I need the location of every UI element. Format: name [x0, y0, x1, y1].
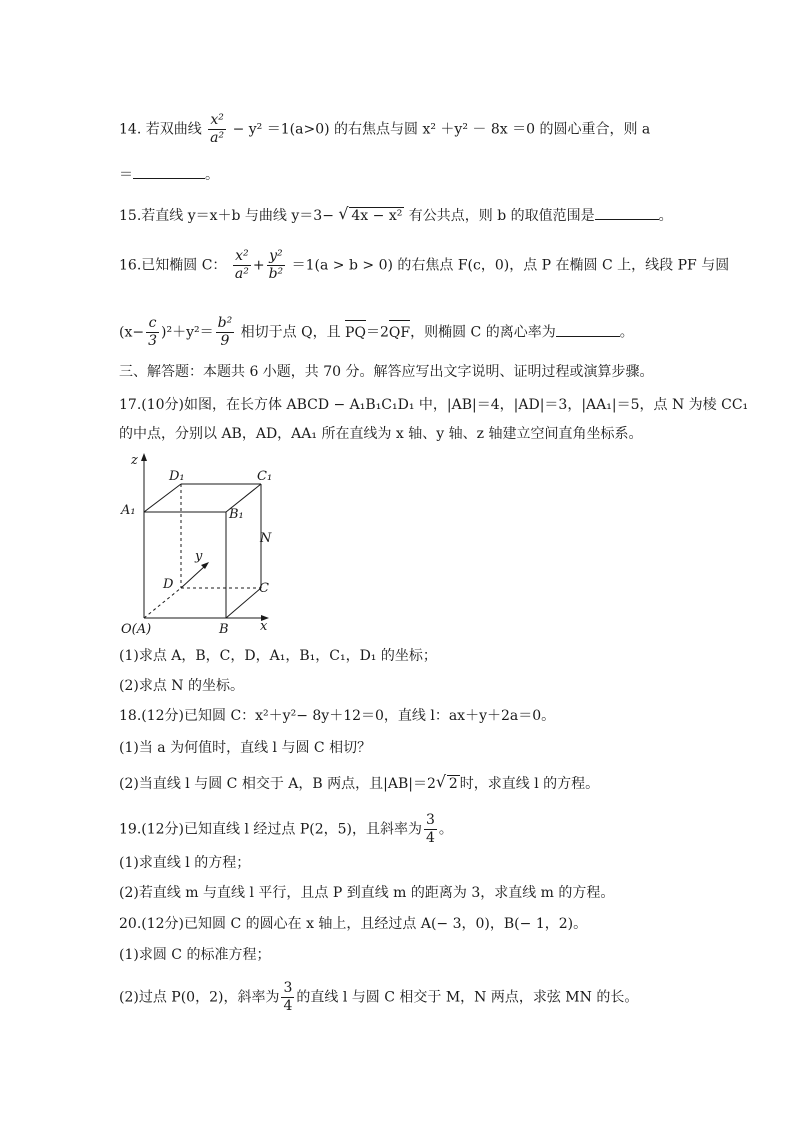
q14-prefix: 14. 若双曲线	[119, 121, 202, 138]
q16-plus: +	[252, 257, 265, 274]
label-x: x	[260, 619, 268, 634]
q16-frac1	[233, 248, 251, 283]
q14-frac-den: a²	[210, 130, 225, 146]
q16-eccentricity-text: ，则椭圆 C 的离心率为	[410, 324, 556, 341]
q16-c-num: c	[146, 315, 159, 333]
q19-part2: (2)若直线 m 与直线 l 平行，且点 P 到直线 m 的距离为 3，求直线 m 的方程。	[119, 885, 615, 901]
q14-answer-blank	[133, 164, 205, 179]
q20-slope-num: 3	[283, 980, 293, 996]
q20-part2-b: 的直线 l 与圆 C 相交于 M，N 两点，求弦 MN 的长。	[296, 989, 639, 1006]
q16-tangent-text: 相切于点 Q，且	[240, 324, 341, 341]
q19-end: 。	[438, 821, 453, 838]
q16-prefix: 16.已知椭圆 C：	[119, 257, 227, 274]
q14-line2-prefix: ＝	[119, 167, 133, 183]
q17-line1: 17.(10分)如图，在长方体 ABCD − A₁B₁C₁D₁ 中，|AB|＝4，|AD|＝3，|AA₁|＝5，点 N 为棱 CC₁	[119, 397, 749, 413]
q16-mid: 的右焦点 F(c，0)，点 P 在椭圆 C 上，线段 PF 与圆	[397, 257, 730, 274]
q15-answer-blank	[595, 205, 659, 220]
q20-part2-a: (2)过点 P(0，2)，斜率为	[119, 989, 280, 1006]
y-axis	[181, 566, 205, 588]
q20-line1: 20.(12分)已知圆 C 的圆心在 x 轴上，且经过点 A(− 3，0)，B(− 1，2)。	[119, 916, 588, 932]
q16-circle-b: )²＋y²＝	[161, 324, 214, 341]
edge-BC	[226, 588, 261, 618]
q20-slope-den: 4	[283, 998, 293, 1014]
label-D1: D₁	[169, 469, 185, 484]
label-B1: B₁	[229, 507, 244, 522]
q18-radicand: 2	[448, 776, 458, 792]
q15-radicand: 4x − x²	[351, 208, 403, 224]
q14-line1	[119, 112, 650, 147]
label-B: B	[219, 622, 229, 636]
section-3-heading: 三、解答题：本题共 6 小题，共 70 分。解答应写出文字说明、证明过程或演算步骤。	[119, 364, 654, 380]
label-z: z	[131, 453, 138, 468]
q18-part1: (1)当 a 为何值时，直线 l 与圆 C 相切？	[119, 740, 372, 756]
q16-b2-num: b²	[217, 315, 233, 331]
q16-vector-pq: PQ	[345, 324, 366, 341]
q16-frac1-den: a²	[234, 266, 249, 282]
q17-line2: 的中点，分别以 AB，AD，AA₁ 所在直线为 x 轴、y 轴、z 轴建立空间直角坐标系。	[119, 426, 643, 442]
q17-cuboid-figure	[119, 448, 289, 636]
q16-line2	[119, 315, 634, 350]
q16-condition: ＝1(a > b > 0)	[291, 257, 393, 274]
q17-part1: (1)求点 A，B，C，D，A₁，B₁，C₁，D₁ 的坐标；	[119, 648, 437, 664]
q16-line1	[119, 248, 729, 283]
q15-sqrt	[338, 206, 404, 226]
q16-c-over-3	[146, 315, 159, 350]
q18-part2-b: 时，求直线 l 的方程。	[459, 776, 600, 792]
label-C: C	[259, 581, 269, 596]
q19-slope-num: 3	[426, 812, 435, 828]
q15-prefix: 15.若直线 y＝x＋b 与曲线 y＝3−	[119, 208, 334, 224]
q16-answer-blank	[556, 322, 620, 337]
q15-end: 。	[658, 208, 673, 224]
label-A1: A₁	[121, 503, 136, 518]
q20-slope-fraction	[281, 980, 294, 1015]
q14-line2	[119, 164, 219, 185]
q18-part2	[119, 774, 599, 794]
q14-fraction	[208, 112, 226, 147]
label-N: N	[260, 531, 272, 546]
q15-line	[119, 205, 673, 226]
q19-slope-den: 4	[426, 830, 435, 846]
q20-part2	[119, 980, 638, 1015]
q16-c-den: 3	[148, 333, 158, 349]
q15-suffix: 有公共点，则 b 的取值范围是	[408, 208, 595, 224]
q16-circle-a: (x−	[119, 324, 145, 341]
edge-AD-hidden	[144, 588, 181, 618]
q16-eq2: ＝2	[365, 324, 389, 341]
q16-vector-qf: QF	[388, 324, 411, 341]
q18-part2-a: (2)当直线 l 与圆 C 相交于 A，B 两点，且|AB|＝2	[119, 776, 436, 792]
q19-part1: (1)求直线 l 的方程；	[119, 855, 251, 871]
label-O: O(A)	[121, 622, 152, 636]
label-y: y	[195, 549, 203, 564]
q16-frac1-num: x²	[233, 248, 251, 266]
z-axis-arrow	[141, 453, 147, 461]
q17-part2: (2)求点 N 的坐标。	[119, 678, 244, 694]
q18-sqrt	[436, 774, 460, 794]
q16-frac2	[267, 248, 286, 283]
q19-slope-fraction	[424, 812, 437, 847]
q16-b2-over-9	[216, 315, 235, 350]
q14-frac-num: x²	[208, 112, 226, 130]
q16-frac2-num: y²	[267, 248, 286, 266]
q19-prefix: 19.(12分)已知直线 l 经过点 P(2，5)，且斜率为	[119, 821, 422, 838]
edge-A1D1	[144, 484, 181, 512]
q16-end: 。	[619, 324, 634, 341]
q18-line1: 18.(12分)已知圆 C：x²＋y²− 8y＋12＝0，直线 l：ax＋y＋2a＝0。	[119, 708, 556, 724]
q14-mid: − y² ＝1(a>0) 的右焦点与圆 x² ＋y² － 8x ＝0 的圆心重合，则 a	[232, 121, 651, 138]
q16-frac2-den: b²	[268, 266, 284, 282]
q14-line2-suffix: 。	[205, 167, 219, 183]
q16-b2-den: 9	[220, 333, 230, 349]
q19-line1	[119, 812, 453, 847]
label-D: D	[163, 577, 174, 592]
label-C1: C₁	[257, 469, 273, 484]
q20-part1: (1)求圆 C 的标准方程；	[119, 947, 271, 963]
